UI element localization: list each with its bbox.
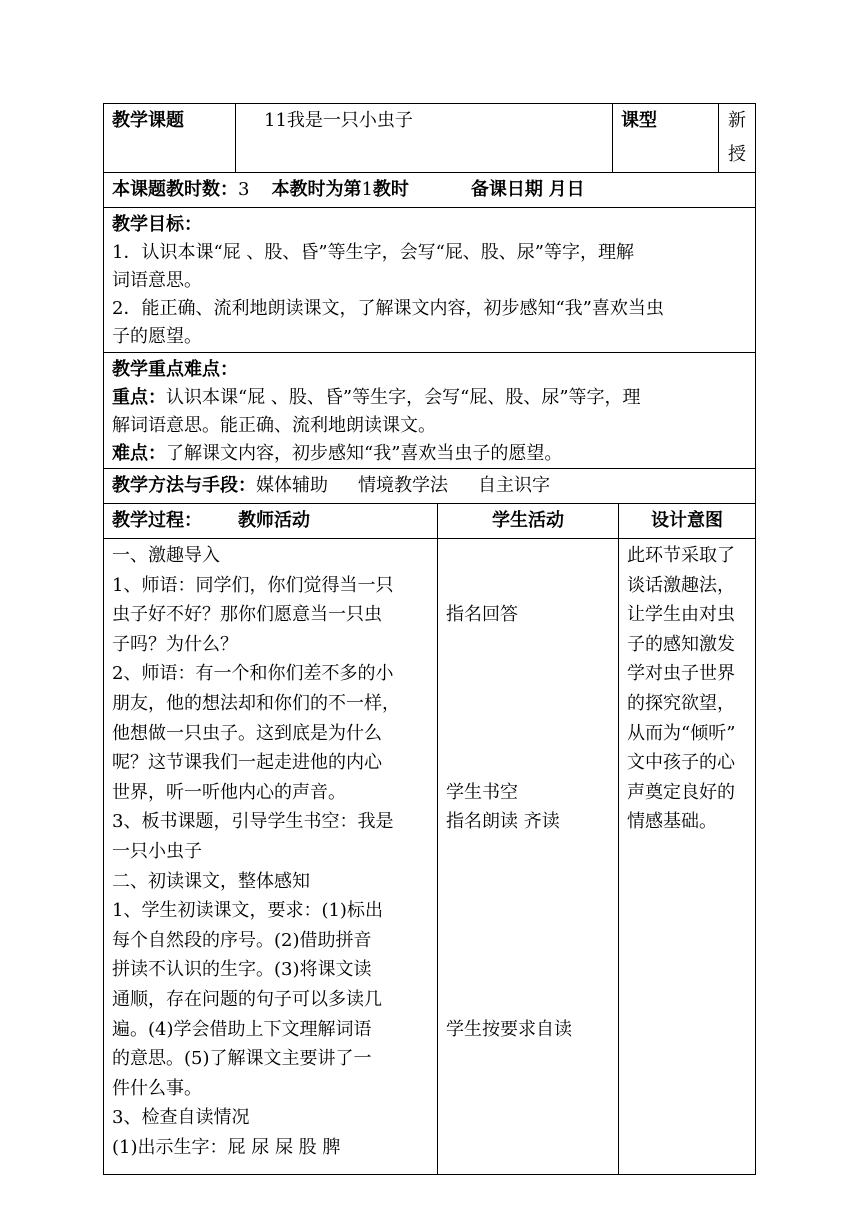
student-activity-line: [446, 896, 610, 926]
student-activity-line: [446, 926, 610, 956]
methods-cell: [104, 469, 756, 504]
difficulty-text: 了解课文内容，初步感知“我”喜欢当虫子的愿望。: [166, 443, 563, 464]
teacher-activity-line: 世界，听一听他内心的声音。: [112, 781, 346, 803]
student-activity-cell: [438, 539, 619, 1175]
student-column-header: 学生活动: [438, 504, 619, 539]
header-row: [104, 104, 756, 173]
teacher-activity-line: 件什么事。: [112, 1077, 202, 1099]
student-activity-line: 学生按要求自读: [446, 1018, 572, 1040]
teacher-activity-line: 一、激趣导入: [112, 545, 220, 566]
key-points-row: [104, 353, 756, 469]
process-label: 教学过程：: [112, 510, 202, 531]
prep-date-label: 备课日期: [470, 179, 543, 200]
student-activity-line: 指名朗读 齐读: [446, 811, 560, 833]
key-text: 认识本课“屁 、股、昏”等生字，会写“屁、股、尿”等字，理: [166, 387, 641, 408]
lesson-plan-table: [103, 103, 756, 1175]
design-intent-line: 让学生由对虫: [627, 604, 735, 626]
student-activity-line: [446, 985, 610, 1015]
goals-line: 子的愿望。: [112, 326, 202, 347]
teacher-activity-line: 1、学生初读课文，要求：(1)标出: [112, 900, 383, 922]
type-value: 新授: [719, 104, 756, 173]
teacher-activity-line: 3、检查自读情况: [112, 1107, 250, 1129]
design-intent-line: 学对虫子世界: [627, 663, 735, 685]
design-intent-line: 声奠定良好的: [627, 781, 735, 803]
teacher-activity-line: 呢？这节课我们一起走进他的内心: [112, 752, 382, 774]
student-activity-line: 学生书空: [446, 781, 518, 803]
topic-value: 11我是一只小虫子: [236, 104, 613, 173]
student-activity-line: [446, 955, 610, 985]
goals-row: [104, 208, 756, 353]
schedule-cell: [104, 173, 756, 208]
teacher-activity-line: 二、初读课文，整体感知: [112, 870, 310, 892]
key-points-cell: [104, 353, 756, 469]
prep-date-value: 月日: [548, 179, 585, 200]
process-header-row: [104, 504, 756, 539]
method-item: 媒体辅助: [256, 475, 328, 496]
teacher-activity-line: 每个自然段的序号。(2)借助拼音: [112, 929, 372, 951]
type-label: 课型: [613, 104, 719, 173]
student-activity-line: [446, 630, 610, 660]
design-intent-line: 从而为“倾听”: [627, 722, 736, 744]
design-intent-line: 文中孩子的心: [627, 752, 735, 774]
teacher-activity-cell: [104, 539, 438, 1175]
design-intent-line: 情感基础。: [627, 811, 717, 833]
process-header-teacher: [104, 504, 438, 539]
student-activity-lines: [446, 541, 610, 1044]
design-intent-line: 的探究欲望，: [627, 692, 735, 714]
key-text-cont: 解词语意思。能正确、流利地朗读课文。: [112, 415, 436, 436]
design-intent-line: 子的感知激发: [627, 633, 735, 655]
total-periods-value: 3: [238, 179, 250, 200]
schedule-row: [104, 173, 756, 208]
teacher-activity-line: 的意思。(5)了解课文主要讲了一: [112, 1048, 372, 1070]
teacher-activity-line: 拼读不认识的生字。(3)将课文读: [112, 959, 372, 981]
student-activity-line: [446, 719, 610, 749]
teacher-activity-line: 通顺，存在问题的句子可以多读几: [112, 988, 382, 1010]
student-activity-line: [446, 541, 610, 571]
process-body-row: [104, 539, 756, 1175]
design-intent-cell: [619, 539, 756, 1175]
current-period-value: 1: [361, 179, 373, 200]
topic-label: 教学课题: [104, 104, 236, 173]
teacher-activity-lines: [112, 541, 431, 1162]
design-intent-lines: [627, 541, 753, 837]
design-column-header: 设计意图: [619, 504, 756, 539]
student-activity-line: [446, 571, 610, 601]
goals-line: 1．认识本课“屁 、股、昏”等生字，会写“屁、股、尿”等字，理解: [112, 242, 634, 263]
teacher-activity-line: (1)出示生字：屁 尿 屎 股 脾: [112, 1136, 341, 1158]
student-activity-line: 指名回答: [446, 604, 518, 626]
student-activity-line: [446, 867, 610, 897]
teacher-activity-line: 1、师语：同学们，你们觉得当一只: [112, 574, 394, 596]
method-item: 情境教学法: [358, 475, 448, 496]
key-label: 重点：: [112, 387, 166, 408]
goals-line: 词语意思。: [112, 270, 202, 291]
goals-line: 2．能正确、流利地朗读课文，了解课文内容，初步感知“我”喜欢当虫: [112, 298, 664, 319]
method-item: 自主识字: [478, 475, 550, 496]
goals-heading: 教学目标：: [112, 214, 202, 235]
design-intent-line: 谈话激趣法，: [627, 574, 735, 596]
methods-row: [104, 469, 756, 504]
key-points-heading: 教学重点难点：: [112, 359, 238, 380]
current-period-suffix: 教时: [372, 179, 409, 200]
teacher-activity-line: 子吗？为什么？: [112, 633, 238, 655]
difficulty-label: 难点：: [112, 443, 166, 464]
total-periods-label: 本课题教时数：: [112, 179, 238, 200]
teacher-activity-line: 一只小虫子: [112, 840, 202, 862]
methods-label: 教学方法与手段：: [112, 475, 256, 496]
student-activity-line: [446, 837, 610, 867]
teacher-activity-line: 朋友，他的想法却和你们的不一样，: [112, 692, 400, 714]
student-activity-line: [446, 748, 610, 778]
current-period-label: 本教时为第: [271, 179, 362, 200]
teacher-activity-line: 遍。(4)学会借助上下文理解词语: [112, 1018, 372, 1040]
student-activity-line: [446, 659, 610, 689]
goals-cell: [104, 208, 756, 353]
teacher-activity-line: 虫子好不好？那你们愿意当一只虫: [112, 604, 382, 626]
design-intent-line: 此环节采取了: [627, 545, 735, 566]
teacher-activity-line: 3、板书课题，引导学生书空：我是: [112, 811, 394, 833]
teacher-activity-line: 2、师语：有一个和你们差不多的小: [112, 663, 394, 685]
teacher-activity-line: 他想做一只虫子。这到底是为什么: [112, 722, 382, 744]
student-activity-line: [446, 689, 610, 719]
teacher-column-header: 教师活动: [238, 510, 310, 531]
